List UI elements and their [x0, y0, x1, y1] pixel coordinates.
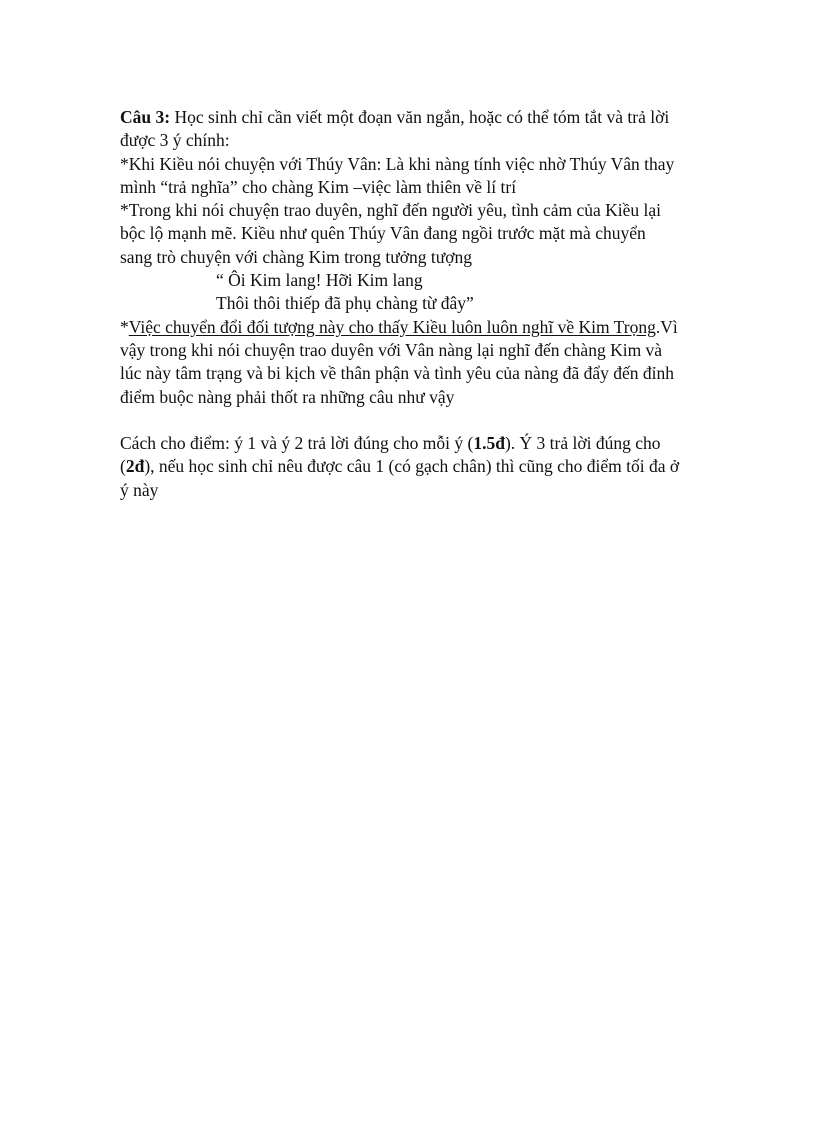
question-intro-line-2: được 3 ý chính: [120, 130, 230, 151]
point-3-line-1 [120, 316, 720, 339]
scoring-line-1 [120, 432, 720, 455]
point-1-line-2: mình “trả nghĩa” cho chàng Kim –việc làm thiên về lí trí [120, 176, 517, 197]
scoring-line-3: ý này [120, 479, 159, 500]
point-3-prefix: * [120, 316, 129, 337]
point-3-line-3: lúc này tâm trạng và bi kịch về thân phận và tình yêu của nàng đã đẩy đến đỉnh [120, 363, 674, 384]
point-3-line-2: vậy trong khi nói chuyện trao duyên với Vân nàng lại nghĩ đến chàng Kim và [120, 339, 663, 360]
quote-line-2: Thôi thôi thiếp đã phụ chàng từ đây” [216, 293, 474, 314]
point-2-line-3: sang trò chuyện với chàng Kim trong tưởng tượng [120, 246, 472, 267]
score-1-5: 1.5đ [473, 433, 505, 454]
point-1-line-1: *Khi Kiều nói chuyện với Thúy Vân: Là khi nàng tính việc nhờ Thúy Vân thay [120, 153, 675, 174]
paragraph-gap [120, 409, 720, 432]
scoring-line-2 [120, 455, 720, 478]
question-intro-line-1 [120, 106, 720, 129]
scoring-text-2b: ), nếu học sinh chỉ nêu được câu 1 (có gạch chân) thì cũng cho điểm tối đa ở [144, 456, 680, 477]
point-3-line-4: điểm buộc nàng phải thốt ra những câu như vậy [120, 386, 455, 407]
score-2: 2đ [125, 456, 145, 477]
scoring-text-1a: Cách cho điểm: ý 1 và ý 2 trả lời đúng cho mỗi ý ( [120, 433, 474, 454]
question-label: Câu 3: [120, 107, 171, 127]
point-2-line-1: *Trong khi nói chuyện trao duyên, nghĩ đến người yêu, tình cảm của Kiều lại [120, 200, 662, 221]
point-3-line-1-rest: .Vì [655, 316, 678, 337]
question-intro-text: Học sinh chỉ cần viết một đoạn văn ngắn, hoặc có thể tóm tắt và trả lời [170, 107, 670, 127]
quote-line-1: “ Ôi Kim lang! Hỡi Kim lang [216, 270, 423, 291]
scoring-text-1b: ). Ý 3 trả lời đúng cho [504, 433, 661, 454]
point-3-underlined-key-idea: Việc chuyển đổi đối tượng này cho thấy Kiều luôn luôn nghĩ về Kim Trọng [128, 316, 656, 337]
point-2-line-2: bộc lộ mạnh mẽ. Kiều như quên Thúy Vân đang ngồi trước mặt mà chuyển [120, 223, 646, 244]
scoring-text-2a: ( [120, 456, 126, 477]
answer-content [120, 106, 720, 502]
